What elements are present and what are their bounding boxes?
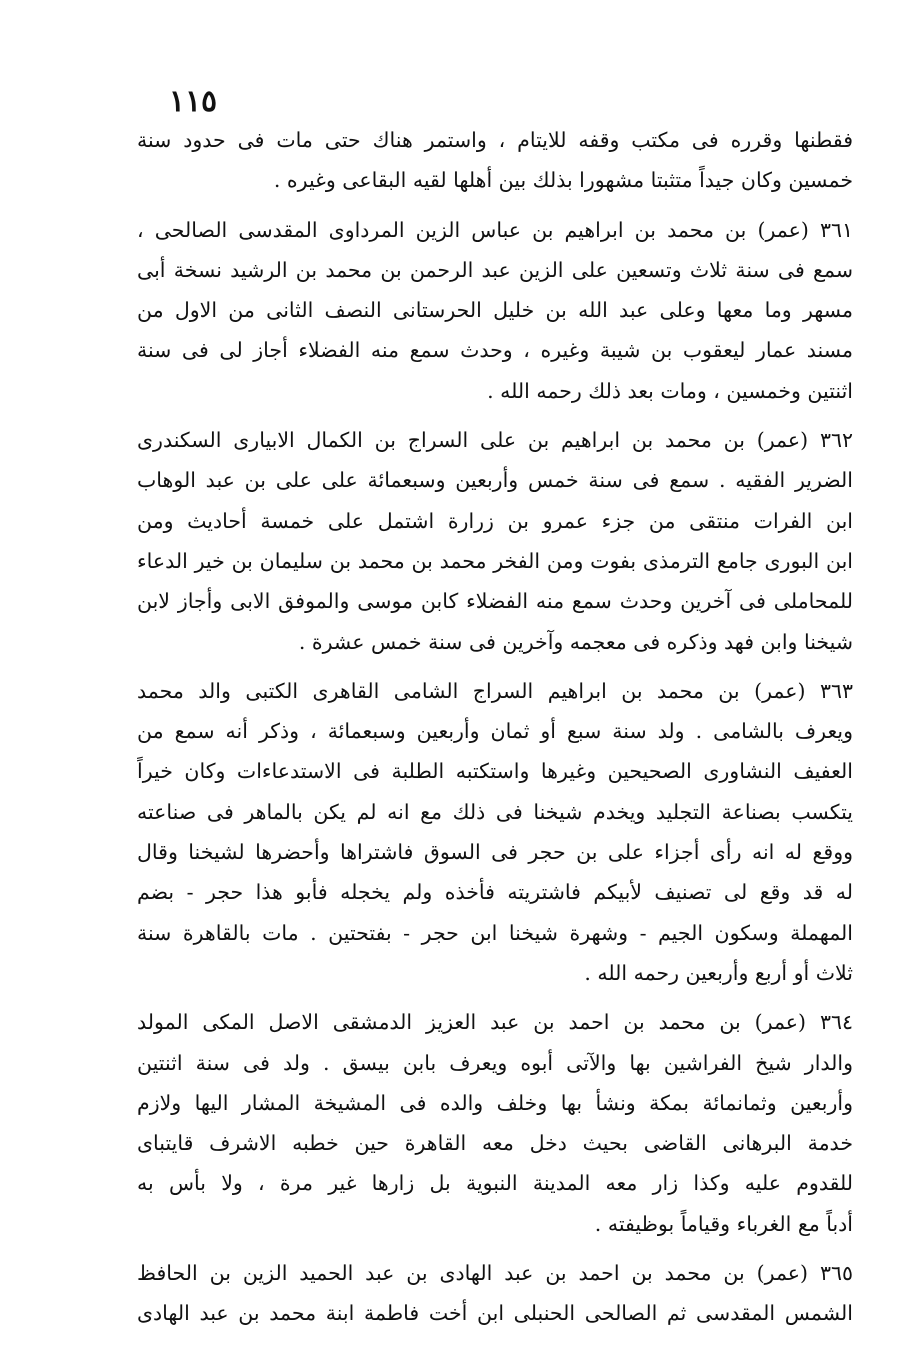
text-line: اثنتين وخمسين ، ومات بعد ذلك رحمه الله .	[487, 378, 853, 403]
text-line: المهملة وسكون الجيم - وشهرة شيخنا ابن حجر - بفتحتين . مات بالقاهرة سنة	[137, 920, 853, 945]
entry-361	[137, 210, 853, 411]
text-line: والدار شيخ الفراشين بها والآتى أبوه ويعرف بابن بيسق . ولد فى سنة اثنتين	[137, 1050, 853, 1075]
entry-365	[137, 1253, 853, 1334]
text-line: له قد وقع لى تصنيف لأبيكم فاشتريته فأخذه ولم يخجله فأبو هذا حجر - بضم	[137, 880, 853, 905]
text-line: ابن البورى جامع الترمذى بفوت ومن الفخر محمد بن محمد بن سليمان بن خير الدعاء	[137, 548, 853, 573]
text-line: للقدوم عليه وكذا زار معه المدينة النبوية بل زارها غير مرة ، ولا بأس به	[137, 1171, 853, 1196]
text-line: يتكسب بصناعة التجليد ويخدم شيخنا فى ذلك مع انه لم يكن بالماهر فى صناعته	[137, 799, 853, 824]
text-line: ووقع له انه رأى أجزاء على بن حجر فى السوق فاشتراها وأحضرها لشيخنا وقال	[137, 840, 853, 865]
text-line: العفيف النشاورى الصحيحين وغيرها واستكتبه الطلبة فى الاستدعاءات وكان خيراً	[137, 759, 853, 784]
text-line: شيخنا وابن فهد وذكره فى معجمه وآخرين فى سنة خمس عشرة .	[298, 629, 853, 654]
text-line: ويعرف بالشامى . ولد سنة سبع أو ثمان وأربعين وسبعمائة ، وذكر أنه سمع من	[137, 719, 853, 744]
page-number: ١١٥	[168, 84, 218, 119]
text-line: ٣٦١ (عمر) بن محمد بن ابراهيم بن عباس الزين المرداوى المقدسى الصالحى ،	[137, 217, 853, 242]
text-line: وأربعين وثمانمائة بمكة ونشأ بها وخلف والده فى المشيخة المشار اليها ولازم	[137, 1090, 853, 1115]
text-line: ٣٦٢ (عمر) بن محمد بن ابراهيم بن على السراج بن الكمال الابيارى السكندرى	[137, 428, 853, 453]
entry-363	[137, 671, 853, 993]
entry-362	[137, 420, 853, 662]
text-body	[137, 120, 853, 1343]
text-line: الضرير الفقيه . سمع فى سنة خمس وأربعين وسبعمائة على على بن عبد الوهاب	[137, 468, 853, 493]
text-line: ٣٦٥ (عمر) بن محمد بن احمد بن عبد الهادى بن عبد الحميد الزين بن الحافظ	[137, 1261, 853, 1286]
text-line: فقطنها وقرره فى مكتب وقفه للايتام ، واستمر هناك حتى مات فى حدود سنة	[137, 128, 853, 152]
text-line: ٣٦٣ (عمر) بن محمد بن ابراهيم السراج الشامى القاهرى الكتبى والد محمد	[137, 678, 853, 703]
paragraph-continuation	[137, 120, 853, 201]
text-line: ابن الفرات منتقى من جزء عمرو بن زرارة اشتمل على خمسة أحاديث ومن	[137, 508, 853, 533]
text-line: ثلاث أو أربع وأربعين رحمه الله .	[584, 960, 853, 985]
entry-364	[137, 1002, 853, 1244]
text-line: ٣٦٤ (عمر) بن محمد بن احمد بن عبد العزيز الدمشقى الاصل المكى المولد	[137, 1010, 853, 1035]
text-line: الشمس المقدسى ثم الصالحى الحنبلى ابن أخت فاطمة ابنة محمد بن عبد الهادى	[137, 1301, 853, 1326]
text-line: سمع فى سنة ثلاث وتسعين على الزين عبد الرحمن بن محمد بن الرشيد نسخة أبى	[137, 257, 853, 282]
text-line: مسند عمار ليعقوب بن شيبة وغيره ، وحدث سمع منه الفضلاء أجاز لى فى سنة	[137, 338, 853, 363]
text-line: مسهر وما معها وعلى عبد الله بن خليل الحرستانى النصف الثانى من الاول من	[137, 298, 853, 323]
text-line: خمسين وكان جيداً متثبتا مشهورا بذلك بين أهلها لقيه البقاعى وغيره .	[273, 168, 853, 193]
text-line: أدباً مع الغرباء وقياماً بوظيفته .	[594, 1211, 853, 1236]
text-line: خدمة البرهانى القاضى بحيث دخل معه القاهرة حين خطبه الاشرف قايتباى	[137, 1131, 853, 1156]
text-line: للمحاملى فى آخرين وحدث سمع منه الفضلاء كابن موسى والموفق الابى وأجاز لابن	[137, 589, 853, 614]
